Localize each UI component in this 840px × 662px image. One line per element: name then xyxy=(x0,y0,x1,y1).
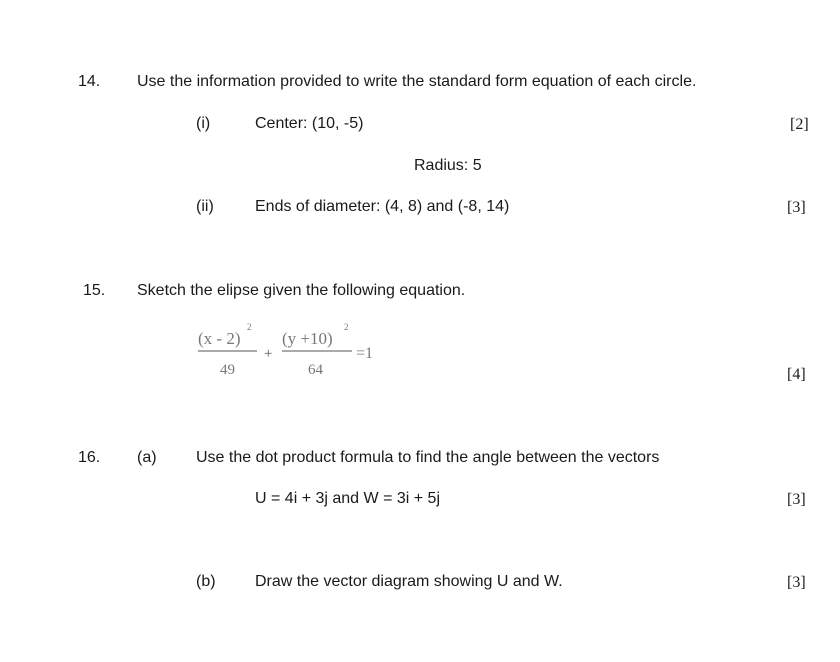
ellipse-equation xyxy=(190,318,390,386)
q16-part-a-marks: [3] xyxy=(787,491,806,508)
q16-part-a-label: (a) xyxy=(137,449,157,466)
eq-exponent-2: 2 xyxy=(344,322,349,332)
q14-part-i-label: (i) xyxy=(196,115,211,132)
eq-exponent-1: 2 xyxy=(247,322,252,332)
q14-part-i-marks: [2] xyxy=(790,116,809,133)
q15-prompt: Sketch the elipse given the following equation. xyxy=(137,282,466,299)
q15-number: 15. xyxy=(83,282,106,299)
eq-numerator-2: (y +10) xyxy=(282,329,333,348)
q16-part-b-text: Draw the vector diagram showing U and W. xyxy=(255,573,563,590)
eq-numerator-1: (x - 2) xyxy=(198,329,241,348)
q15-marks: [4] xyxy=(787,366,806,383)
eq-rhs: =1 xyxy=(356,345,374,362)
eq-plus: + xyxy=(264,346,273,362)
q14-part-ii-marks: [3] xyxy=(787,199,806,216)
q16-number: 16. xyxy=(78,449,101,466)
q16-part-a-text: Use the dot product formula to find the angle between the vectors xyxy=(196,449,660,466)
eq-denominator-1: 49 xyxy=(220,362,235,378)
q14-part-i-text: Center: (10, -5) xyxy=(255,115,364,132)
eq-denominator-2: 64 xyxy=(308,362,323,378)
q14-number: 14. xyxy=(78,73,101,90)
q16-part-a-vectors: U = 4i + 3j and W = 3i + 5j xyxy=(255,490,440,507)
q14-part-ii-text: Ends of diameter: (4, 8) and (-8, 14) xyxy=(255,198,510,215)
q16-part-b-label: (b) xyxy=(196,573,216,590)
q14-part-i-radius: Radius: 5 xyxy=(414,157,482,174)
q14-part-ii-label: (ii) xyxy=(196,198,214,215)
q14-prompt: Use the information provided to write the standard form equation of each circle. xyxy=(137,73,697,90)
q16-part-b-marks: [3] xyxy=(787,574,806,591)
